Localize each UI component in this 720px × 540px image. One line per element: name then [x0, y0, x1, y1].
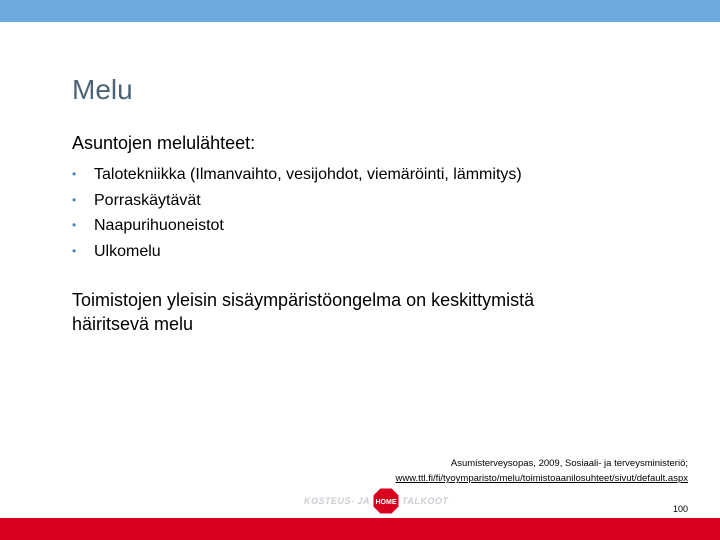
- top-accent-bar: [0, 0, 720, 22]
- slide-title: Melu: [72, 74, 133, 105]
- bullet-item: [72, 213, 522, 239]
- bottom-accent-bar: [0, 518, 720, 540]
- source-link[interactable]: www.ttl.fi/fi/tyoymparisto/melu/toimistoaanilosuhteet/sivut/default.aspx: [395, 473, 688, 484]
- body-paragraph: [72, 288, 632, 336]
- bullet-icon: •: [72, 243, 77, 258]
- bullet-icon: •: [72, 167, 77, 181]
- body-paragraph-line: häiritsevä melu: [72, 314, 194, 334]
- bullet-item: [72, 239, 522, 265]
- bullet-text: Porraskäytävät: [94, 191, 201, 209]
- kosteus-ja-hometalkoot-logo: [304, 486, 448, 516]
- page-number: 100: [672, 504, 688, 514]
- bullet-icon: •: [72, 192, 77, 207]
- bullet-item: [72, 188, 522, 214]
- bullet-item: [72, 162, 522, 188]
- stop-sign-icon: [372, 487, 400, 515]
- logo-left-text: KOSTEUS- JA: [304, 496, 371, 506]
- bullet-text: Talotekniikka (Ilmanvaihto, vesijohdot, viemäröinti, lämmitys): [94, 166, 522, 183]
- bullet-icon: •: [72, 218, 77, 232]
- logo-right-text: TALKOOT: [402, 496, 449, 506]
- source-text: Asumisterveysopas, 2009, Sosiaali- ja terveysministeriö;: [450, 458, 688, 469]
- bullet-list: [72, 162, 522, 264]
- body-paragraph-line: Toimistojen yleisin sisäympäristöongelma on keskittymistä: [72, 290, 535, 310]
- intro-heading: Asuntojen melulähteet:: [72, 133, 256, 153]
- source-citation: [395, 456, 688, 486]
- bullet-text: Ulkomelu: [94, 242, 161, 260]
- bullet-text: Naapurihuoneistot: [94, 217, 224, 234]
- logo-sign-text: HOME: [375, 499, 397, 506]
